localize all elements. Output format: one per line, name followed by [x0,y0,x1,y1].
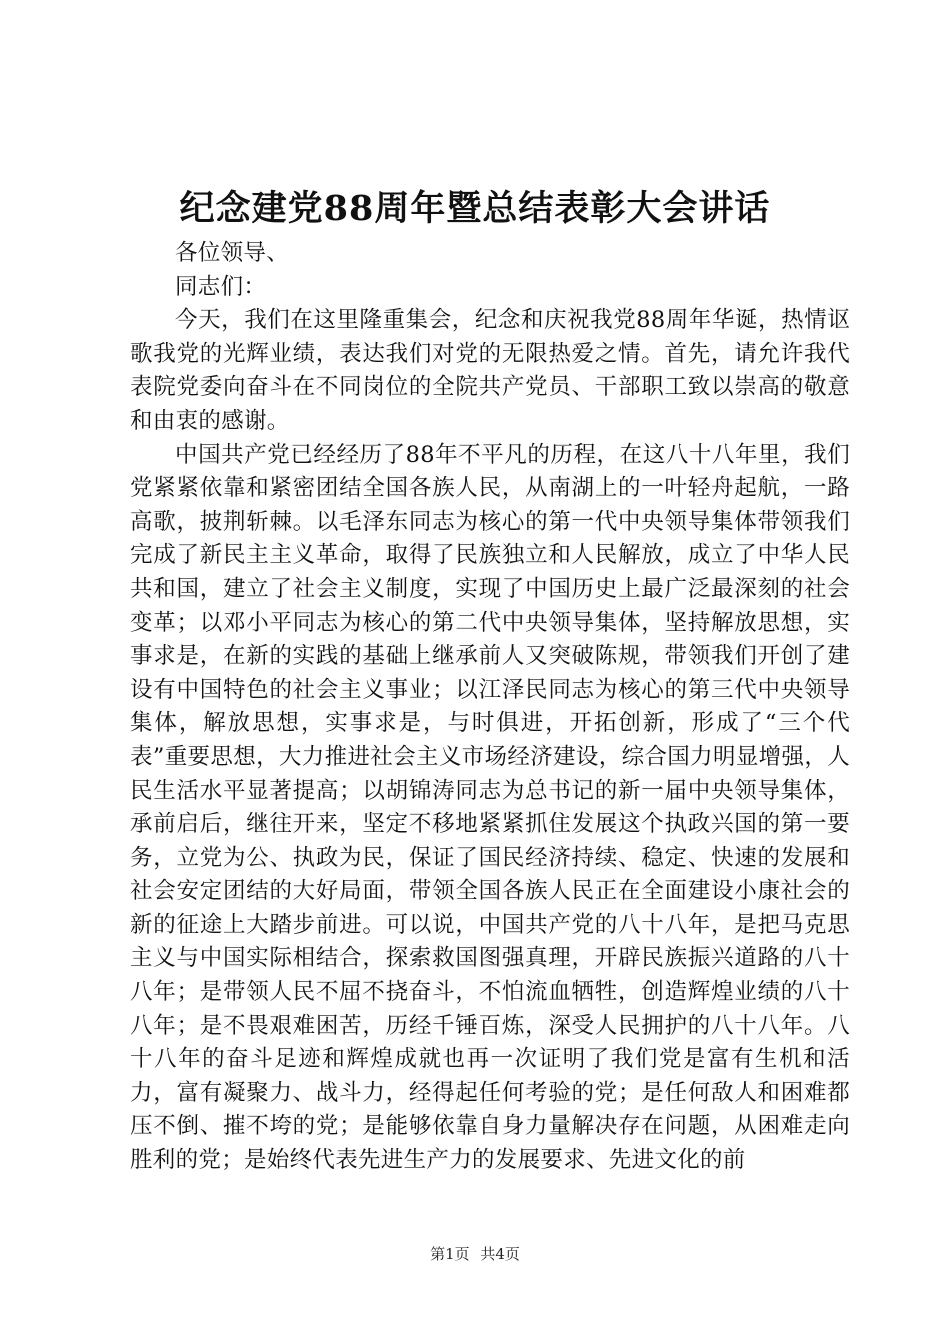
salutation-leaders: 各位领导、 [175,240,290,266]
page-number: 第1页 [430,1245,470,1263]
page-title: 纪念建党88周年暨总结表彰大会讲话 [179,188,771,229]
page-footer [0,1244,950,1264]
paragraph-history: 中国共产党已经经历了88年不平凡的历程，在这八十八年里，我们党紧紧依靠和紧密团结全国各族人民，从南湖上的一叶轻舟起航，一路高歌，披荆斩棘。以毛泽东同志为核心的第一代中央领导集体带领我们完成了新民主主义革命，取得了民族独立和人民解放，成立了中华人民共和国，建立了社会主义制度，实现了中国历史上最广泛最深刻的社会变革；以邓小平同志为核心的第二代中央领导集体，坚持解放思想，实事求是，在新的实践的基础上继承前人又突破陈规，带领我们开创了建设有中国特色的社会主义事业；以江泽民同志为核心的第三代中央领导集体，解放思想，实事求是，与时俱进，开拓创新，形成了“三个代表”重要思想，大力推进社会主义市场经济建设，综合国力明显增强，人民生活水平显著提高；以胡锦涛同志为总书记的新一届中央领导集体，承前启后，继往开来，坚定不移地紧紧抓住发展这个执政兴国的第一要务，立党为公、执政为民，保证了国民经济持续、稳定、快速的发展和社会安定团结的大好局面，带领全国各族人民正在全面建设小康社会的新的征途上大踏步前进。可以说，中国共产党的八十八年，是把马克思主义与中国实际相结合，探索救国图强真理，开辟民族振兴道路的八十八年；是带领人民不屈不挠奋斗，不怕流血牺牲，创造辉煌业绩的八十八年；是不畏艰难困苦，历经千锤百炼，深受人民拥护的八十八年。八十八年的奋斗足迹和辉煌成就也再一次证明了我们党是富有生机和活力，富有凝聚力、战斗力，经得起任何考验的党；是任何敌人和困难都压不倒、摧不垮的党；是能够依靠自身力量解决存在问题，从困难走向胜利的党；是始终代表先进生产力的发展要求、先进文化的前 [130,441,850,1174]
paragraph-opening: 今天，我们在这里隆重集会，纪念和庆祝我党88周年华诞，热情讴歌我党的光辉业绩，表达我们对党的无限热爱之情。首先，请允许我代表院党委向奋斗在不同岗位的全院共产党员、干部职工致以崇高的敬意和由衷的感谢。 [130,307,850,434]
page-total: 共4页 [480,1245,520,1263]
document-body [130,237,850,1178]
salutation-comrades: 同志们： [175,273,267,300]
